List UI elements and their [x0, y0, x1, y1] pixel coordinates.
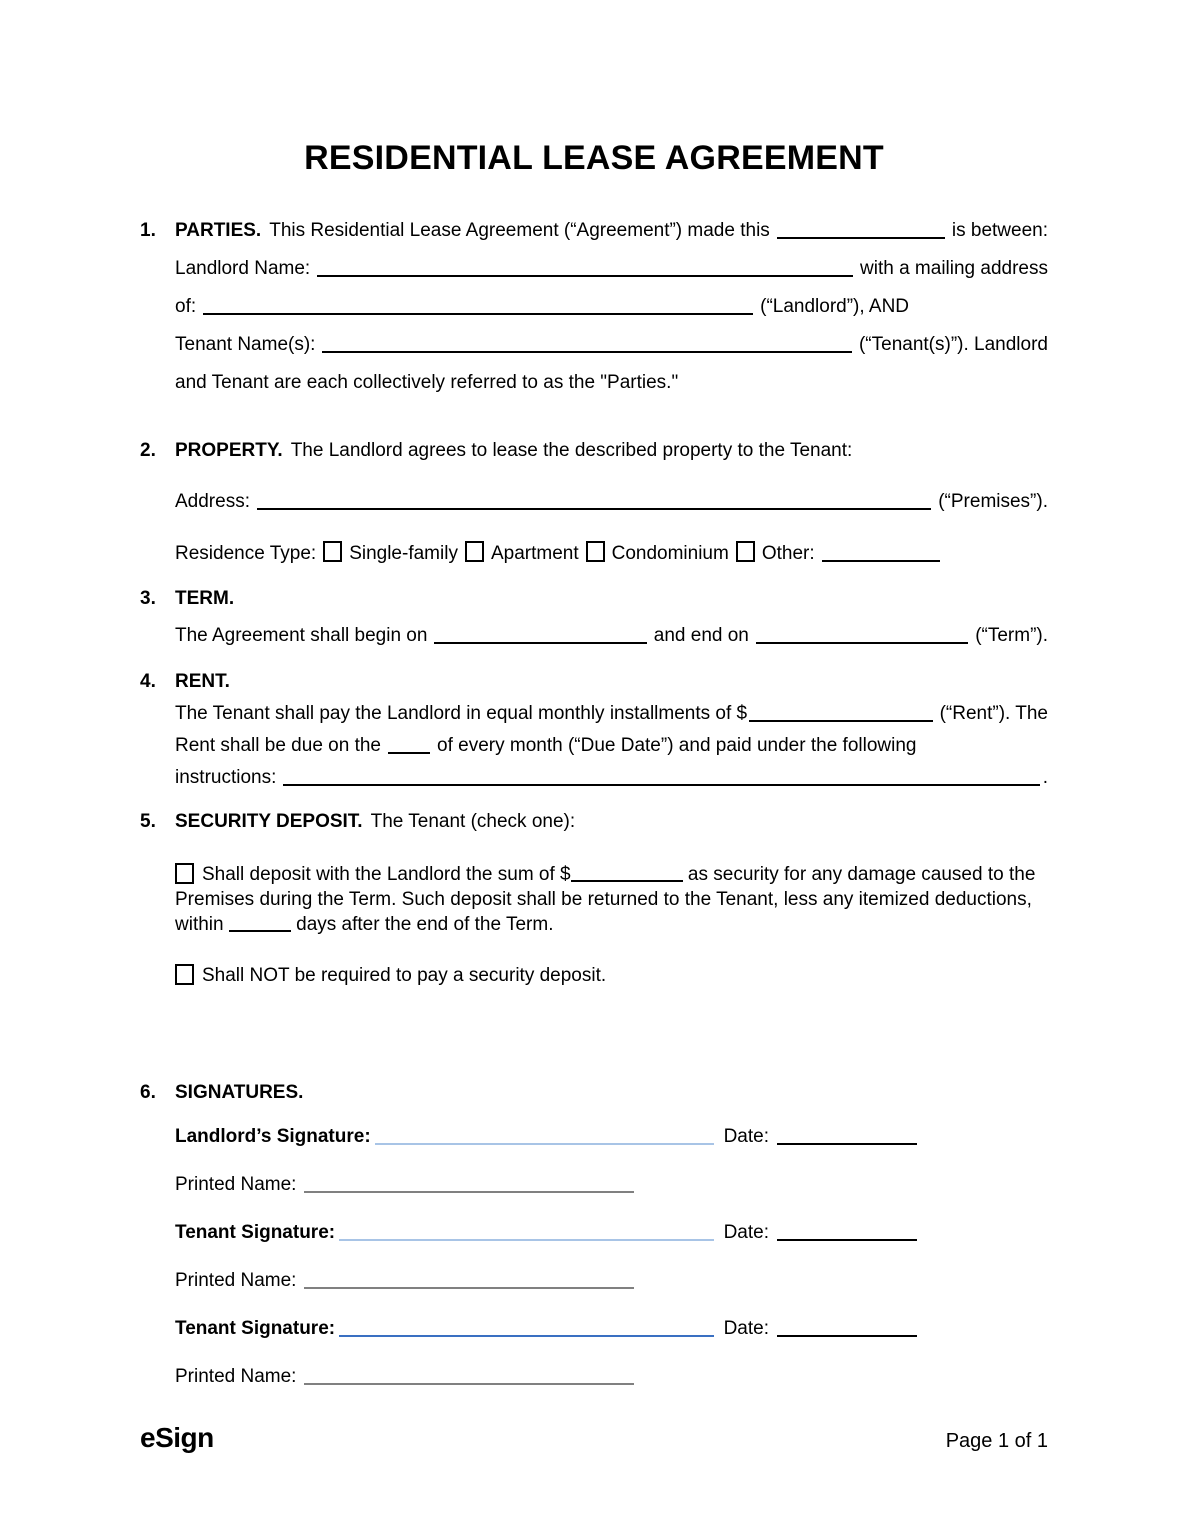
section-number: 2. — [140, 440, 156, 461]
mailing-address-label: of: — [175, 296, 197, 317]
deposit-option-1-seg1: Shall deposit with the Landlord the sum of $ — [202, 864, 571, 885]
agreement-date-blank[interactable] — [777, 226, 945, 239]
deposit-option-1-seg2: as security for any damage caused to the Premises during the Term. Such deposit shall be returned to the Tenant, less any itemized deductions, within — [175, 864, 1036, 935]
term-suffix: (“Term”). — [975, 625, 1049, 646]
security-intro-text: The Tenant (check one): — [370, 811, 576, 832]
deduction-days-blank[interactable] — [229, 920, 291, 932]
tenant-names-blank[interactable] — [322, 340, 852, 353]
signatures-heading-row — [175, 1082, 1048, 1104]
instructions-blank[interactable] — [283, 773, 1039, 786]
tenant2-date-blank[interactable] — [777, 1324, 917, 1337]
apartment-label: Apartment — [490, 543, 579, 564]
parties-line-1-text: This Residential Lease Agreement (“Agreement”) made this — [269, 220, 770, 241]
parties-line-5: and Tenant are each collectively referred to as the "Parties." — [175, 372, 679, 393]
landlord-printed-name-row — [175, 1174, 1048, 1196]
date-label: Date: — [723, 1318, 769, 1339]
landlord-date-blank[interactable] — [777, 1132, 917, 1145]
landlord-signature-field[interactable] — [375, 1132, 714, 1145]
printed-name-label: Printed Name: — [175, 1366, 297, 1387]
deposit-option-2 — [175, 960, 1048, 988]
section-number: 4. — [140, 671, 156, 692]
single-family-label: Single-family — [349, 543, 458, 564]
parties-line-2-suffix: with a mailing address — [860, 258, 1048, 279]
tenant1-signature-field[interactable] — [339, 1228, 713, 1241]
term-line — [175, 625, 1048, 647]
date-label: Date: — [723, 1126, 769, 1147]
tenant1-printed-name-blank[interactable] — [304, 1276, 634, 1289]
section-heading: PROPERTY. — [175, 440, 283, 461]
section-number: 6. — [140, 1082, 156, 1103]
due-date-text: Rent shall be due on the — [175, 735, 381, 756]
due-day-blank[interactable] — [388, 741, 430, 754]
tenant2-signature-field[interactable] — [339, 1324, 713, 1337]
rent-line-2-suffix: of every month (“Due Date”) and paid under the following — [437, 735, 917, 756]
property-address-line — [175, 491, 1048, 513]
printed-name-label: Printed Name: — [175, 1174, 297, 1195]
landlord-name-blank[interactable] — [317, 264, 853, 277]
rent-amount-blank[interactable] — [749, 709, 932, 722]
tenant2-printed-name-row — [175, 1366, 1048, 1388]
term-end-date-blank[interactable] — [756, 631, 968, 644]
address-suffix: (“Premises”). — [938, 491, 1048, 512]
landlord-signature-label: Landlord’s Signature: — [175, 1126, 371, 1147]
tenant-signature-label: Tenant Signature: — [175, 1318, 336, 1339]
deposit-option-2-text: Shall NOT be required to pay a security deposit. — [202, 965, 607, 986]
printed-name-label: Printed Name: — [175, 1270, 297, 1291]
rent-heading-row — [175, 671, 1048, 693]
residence-type-line — [175, 538, 1048, 567]
tenant2-signature-row — [175, 1318, 917, 1340]
esign-logo: eSign — [140, 1422, 214, 1453]
deposit-required-checkbox[interactable] — [175, 863, 194, 884]
landlord-printed-name-blank[interactable] — [304, 1180, 634, 1193]
deposit-option-1-seg3: days after the end of the Term. — [296, 914, 554, 935]
address-blank[interactable] — [257, 497, 931, 510]
condominium-checkbox[interactable] — [586, 541, 605, 562]
parties-line-1-suffix: is between: — [951, 220, 1048, 241]
section-security-deposit — [140, 811, 1048, 988]
section-rent — [140, 671, 1048, 789]
deposit-amount-blank[interactable] — [571, 870, 683, 882]
page-title: RESIDENTIAL LEASE AGREEMENT — [304, 139, 884, 177]
condominium-label: Condominium — [611, 543, 729, 564]
rent-line-2 — [175, 735, 1048, 757]
section-number: 3. — [140, 588, 156, 609]
section-parties — [140, 220, 1048, 394]
other-checkbox[interactable] — [736, 541, 755, 562]
security-heading-row — [175, 811, 1048, 833]
section-number: 1. — [140, 220, 156, 241]
other-blank[interactable] — [822, 549, 940, 562]
parties-line-3 — [175, 296, 1048, 318]
landlord-name-label: Landlord Name: — [175, 258, 311, 279]
parties-line-1 — [175, 220, 1048, 242]
term-start-date-blank[interactable] — [434, 631, 646, 644]
term-end-text: and end on — [653, 625, 749, 646]
section-heading: SIGNATURES. — [175, 1082, 304, 1103]
deposit-option-1 — [175, 859, 1048, 937]
single-family-checkbox[interactable] — [323, 541, 342, 562]
parties-line-3-suffix: (“Landlord”), AND — [760, 296, 910, 317]
rent-amount-text: The Tenant shall pay the Landlord in equal monthly installments of $ — [175, 703, 748, 724]
rent-line-1 — [175, 703, 1048, 725]
residence-type-label: Residence Type: — [175, 543, 317, 564]
section-number: 5. — [140, 811, 156, 832]
address-label: Address: — [175, 491, 250, 512]
tenant-signature-label: Tenant Signature: — [175, 1222, 336, 1243]
tenant2-printed-name-blank[interactable] — [304, 1372, 634, 1385]
tenant-names-label: Tenant Name(s): — [175, 334, 316, 355]
section-heading: SECURITY DEPOSIT. — [175, 811, 363, 832]
section-signatures — [140, 1082, 1048, 1414]
property-intro — [175, 440, 1048, 462]
section-heading: TERM. — [175, 588, 235, 609]
parties-line-4-suffix: (“Tenant(s)”). Landlord — [858, 334, 1048, 355]
property-intro-text: The Landlord agrees to lease the described property to the Tenant: — [290, 440, 853, 461]
no-deposit-checkbox[interactable] — [175, 964, 194, 985]
parties-line-4 — [175, 334, 1048, 356]
page-indicator: Page 1 of 1 — [945, 1430, 1048, 1452]
parties-line-2 — [175, 258, 1048, 280]
tenant1-date-blank[interactable] — [777, 1228, 917, 1241]
tenant1-printed-name-row — [175, 1270, 1048, 1292]
apartment-checkbox[interactable] — [465, 541, 484, 562]
rent-line-3 — [175, 767, 1048, 789]
date-label: Date: — [723, 1222, 769, 1243]
tenant1-signature-row — [175, 1222, 917, 1244]
section-property — [140, 440, 1048, 567]
mailing-address-blank[interactable] — [203, 302, 753, 315]
rent-line-1-suffix: (“Rent”). The — [939, 703, 1048, 724]
section-heading: PARTIES. — [175, 220, 262, 241]
instructions-label: instructions: — [175, 767, 277, 788]
rent-line-3-period: . — [1042, 767, 1048, 788]
section-heading: RENT. — [175, 671, 230, 692]
term-heading-row — [175, 588, 1048, 610]
landlord-signature-row — [175, 1126, 917, 1148]
term-begin-text: The Agreement shall begin on — [175, 625, 428, 646]
section-term — [140, 588, 1048, 647]
other-label: Other: — [761, 543, 815, 564]
page-footer — [140, 1422, 1048, 1454]
